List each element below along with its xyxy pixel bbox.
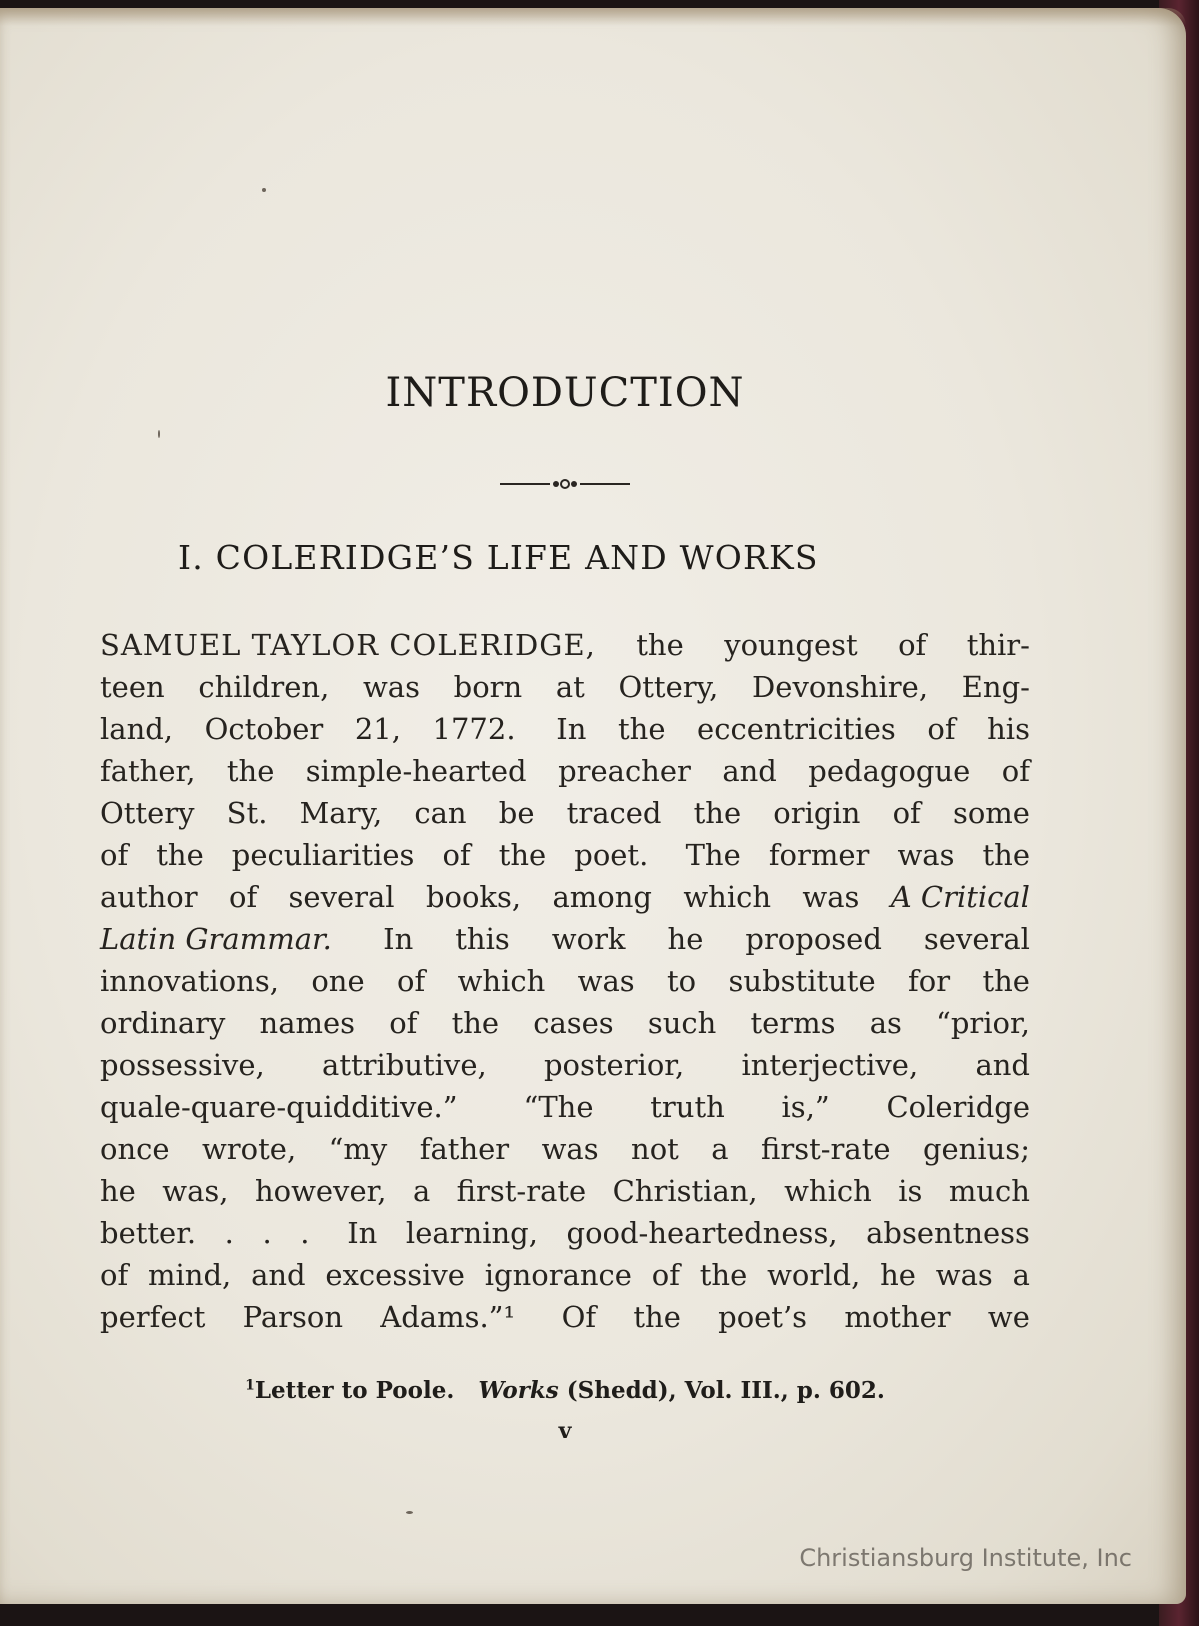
word: Coleridge <box>886 1090 1030 1124</box>
word: ordinary <box>100 1006 226 1040</box>
word: author <box>100 880 198 914</box>
word: of <box>1001 754 1030 788</box>
word: can <box>414 796 467 830</box>
section-heading: I. COLERIDGE’S LIFE AND WORKS <box>178 538 819 577</box>
word: former <box>768 838 870 872</box>
word: quale-quare-quidditive.” <box>100 1090 458 1124</box>
word: for <box>908 964 951 998</box>
word: a <box>412 1174 431 1208</box>
word: the <box>618 712 666 746</box>
word: to <box>667 964 697 998</box>
word: traced <box>566 796 662 830</box>
word: such <box>647 1006 717 1040</box>
watermark: Christiansburg Institute, Inc <box>799 1544 1132 1572</box>
page-speck <box>158 430 160 438</box>
word: the <box>451 1006 500 1040</box>
text-line <box>100 666 1030 708</box>
word: some <box>952 796 1030 830</box>
word: better. <box>100 1216 197 1250</box>
word: Ottery, <box>618 670 719 704</box>
word: much <box>948 1174 1030 1208</box>
word: world, <box>767 1258 861 1292</box>
page-top-shadow <box>0 8 1186 26</box>
word: several <box>923 922 1030 956</box>
word: land, <box>100 712 174 746</box>
word: of <box>228 880 258 914</box>
page-title: INTRODUCTION <box>385 370 745 416</box>
word: the <box>982 838 1030 872</box>
word: In <box>373 922 414 956</box>
word: thir- <box>966 628 1030 662</box>
word: youngest <box>724 628 858 662</box>
word: simple-hearted <box>305 754 527 788</box>
word: was, <box>162 1174 229 1208</box>
word: the <box>156 838 204 872</box>
word: “prior, <box>936 1006 1030 1040</box>
word: excessive <box>325 1258 465 1292</box>
text-line <box>100 1002 1030 1044</box>
word: and <box>975 1048 1030 1082</box>
word: names <box>259 1006 356 1040</box>
word: A Critical <box>890 880 1030 914</box>
word: of <box>100 1258 129 1292</box>
text-line <box>100 792 1030 834</box>
word: was <box>935 1258 993 1292</box>
word: of <box>892 796 921 830</box>
word: however, <box>254 1174 387 1208</box>
word: pedagogue <box>808 754 971 788</box>
word: ignorance <box>484 1258 632 1292</box>
text-line <box>100 1044 1030 1086</box>
word: he <box>880 1258 916 1292</box>
word: of <box>442 838 471 872</box>
word: attributive, <box>322 1048 487 1082</box>
text-line <box>100 708 1030 750</box>
word: books, <box>425 880 522 914</box>
word: learning, <box>405 1216 538 1250</box>
book-page <box>0 8 1186 1604</box>
word: Parson <box>242 1300 344 1334</box>
word: several <box>288 880 395 914</box>
text-line <box>100 1254 1030 1296</box>
text-line <box>100 1128 1030 1170</box>
word: “my <box>328 1132 388 1166</box>
word: Adams.”¹ <box>380 1300 516 1334</box>
word: a <box>1012 1258 1030 1292</box>
word: perfect <box>100 1300 206 1334</box>
word: was <box>541 1132 599 1166</box>
word: terms <box>750 1006 836 1040</box>
text-line <box>100 918 1030 960</box>
word: innovations, <box>100 964 279 998</box>
word: this <box>455 922 510 956</box>
text-line <box>100 876 1030 918</box>
word: preacher <box>558 754 691 788</box>
word: the <box>633 1300 681 1334</box>
word: 21, <box>354 712 401 746</box>
word: the <box>699 1258 748 1292</box>
word: one <box>311 964 365 998</box>
word: proposed <box>745 922 882 956</box>
word: was <box>577 964 635 998</box>
word: possessive, <box>100 1048 265 1082</box>
word: of <box>898 628 927 662</box>
word: be <box>498 796 535 830</box>
word: children, <box>198 670 330 704</box>
word: his <box>987 712 1030 746</box>
word: work <box>551 922 626 956</box>
word: the <box>226 754 275 788</box>
text-line <box>100 1296 1030 1338</box>
text-line <box>100 1086 1030 1128</box>
text-line <box>100 834 1030 876</box>
word: mind, <box>148 1258 232 1292</box>
word: of <box>651 1258 680 1292</box>
word: Christian, <box>612 1174 758 1208</box>
word: . <box>224 1216 234 1250</box>
word: absentness <box>866 1216 1030 1250</box>
word: SAMUEL TAYLOR COLERIDGE, <box>100 628 596 662</box>
word: origin <box>773 796 861 830</box>
footnote-work: Works <box>478 1377 559 1404</box>
word: Latin Grammar. <box>100 922 332 956</box>
word: was <box>897 838 955 872</box>
word: Eng- <box>961 670 1030 704</box>
word: good-heartedness, <box>566 1216 838 1250</box>
word: October <box>204 712 324 746</box>
body-text <box>100 624 1030 1338</box>
word: wrote, <box>201 1132 297 1166</box>
word: which <box>457 964 546 998</box>
page-number: v <box>558 1418 572 1444</box>
word: not <box>631 1132 679 1166</box>
footnote-text-after: (Shedd), Vol. III., p. 602. <box>566 1377 885 1404</box>
ornament-divider <box>500 478 630 490</box>
word: The <box>676 838 741 872</box>
word: and <box>251 1258 306 1292</box>
word: the <box>636 628 684 662</box>
word: . <box>300 1216 310 1250</box>
word: “The <box>514 1090 594 1124</box>
footnote <box>0 1377 1130 1404</box>
word: peculiarities <box>231 838 415 872</box>
word: the <box>693 796 742 830</box>
word: genius; <box>922 1132 1030 1166</box>
word: eccentricities <box>697 712 896 746</box>
word: poet. <box>574 838 649 872</box>
word: which <box>784 1174 872 1208</box>
word: and <box>722 754 777 788</box>
word: In <box>547 712 587 746</box>
word: a <box>711 1132 729 1166</box>
word: St. <box>226 796 268 830</box>
word: teen <box>100 670 165 704</box>
word: as <box>869 1006 902 1040</box>
word: interjective, <box>741 1048 919 1082</box>
word: In <box>338 1216 378 1250</box>
word: first-rate <box>761 1132 891 1166</box>
word: father <box>419 1132 510 1166</box>
word: was <box>802 880 860 914</box>
word: once <box>100 1132 170 1166</box>
word: mother <box>844 1300 951 1334</box>
footnote-marker: 1 <box>245 1377 255 1394</box>
word: Of <box>552 1300 597 1334</box>
footnote-text-before: Letter to Poole. <box>254 1377 455 1404</box>
word: Mary, <box>299 796 383 830</box>
word: of <box>389 1006 418 1040</box>
word: born <box>453 670 523 704</box>
word: cases <box>533 1006 614 1040</box>
word: among <box>552 880 652 914</box>
text-line <box>100 1212 1030 1254</box>
word: 1772. <box>432 712 516 746</box>
word: truth <box>650 1090 725 1124</box>
word: of <box>100 838 129 872</box>
word: . <box>262 1216 272 1250</box>
word: substitute <box>728 964 876 998</box>
word: first-rate <box>456 1174 587 1208</box>
word: posterior, <box>543 1048 685 1082</box>
word: Ottery <box>100 796 195 830</box>
page-speck <box>262 188 266 192</box>
word: at <box>555 670 585 704</box>
page-speck <box>406 1511 413 1514</box>
word: which <box>683 880 772 914</box>
word: the <box>498 838 547 872</box>
word: the <box>982 964 1030 998</box>
word: was <box>362 670 420 704</box>
text-line <box>100 1170 1030 1212</box>
text-line <box>100 624 1030 666</box>
word: of <box>927 712 956 746</box>
word: poet’s <box>718 1300 808 1334</box>
word: we <box>987 1300 1030 1334</box>
word: of <box>397 964 426 998</box>
word: is,” <box>781 1090 830 1124</box>
word: he <box>100 1174 136 1208</box>
text-line <box>100 960 1030 1002</box>
word: Devonshire, <box>752 670 929 704</box>
word: father, <box>100 754 196 788</box>
word: is <box>898 1174 923 1208</box>
text-line <box>100 750 1030 792</box>
word: he <box>667 922 704 956</box>
